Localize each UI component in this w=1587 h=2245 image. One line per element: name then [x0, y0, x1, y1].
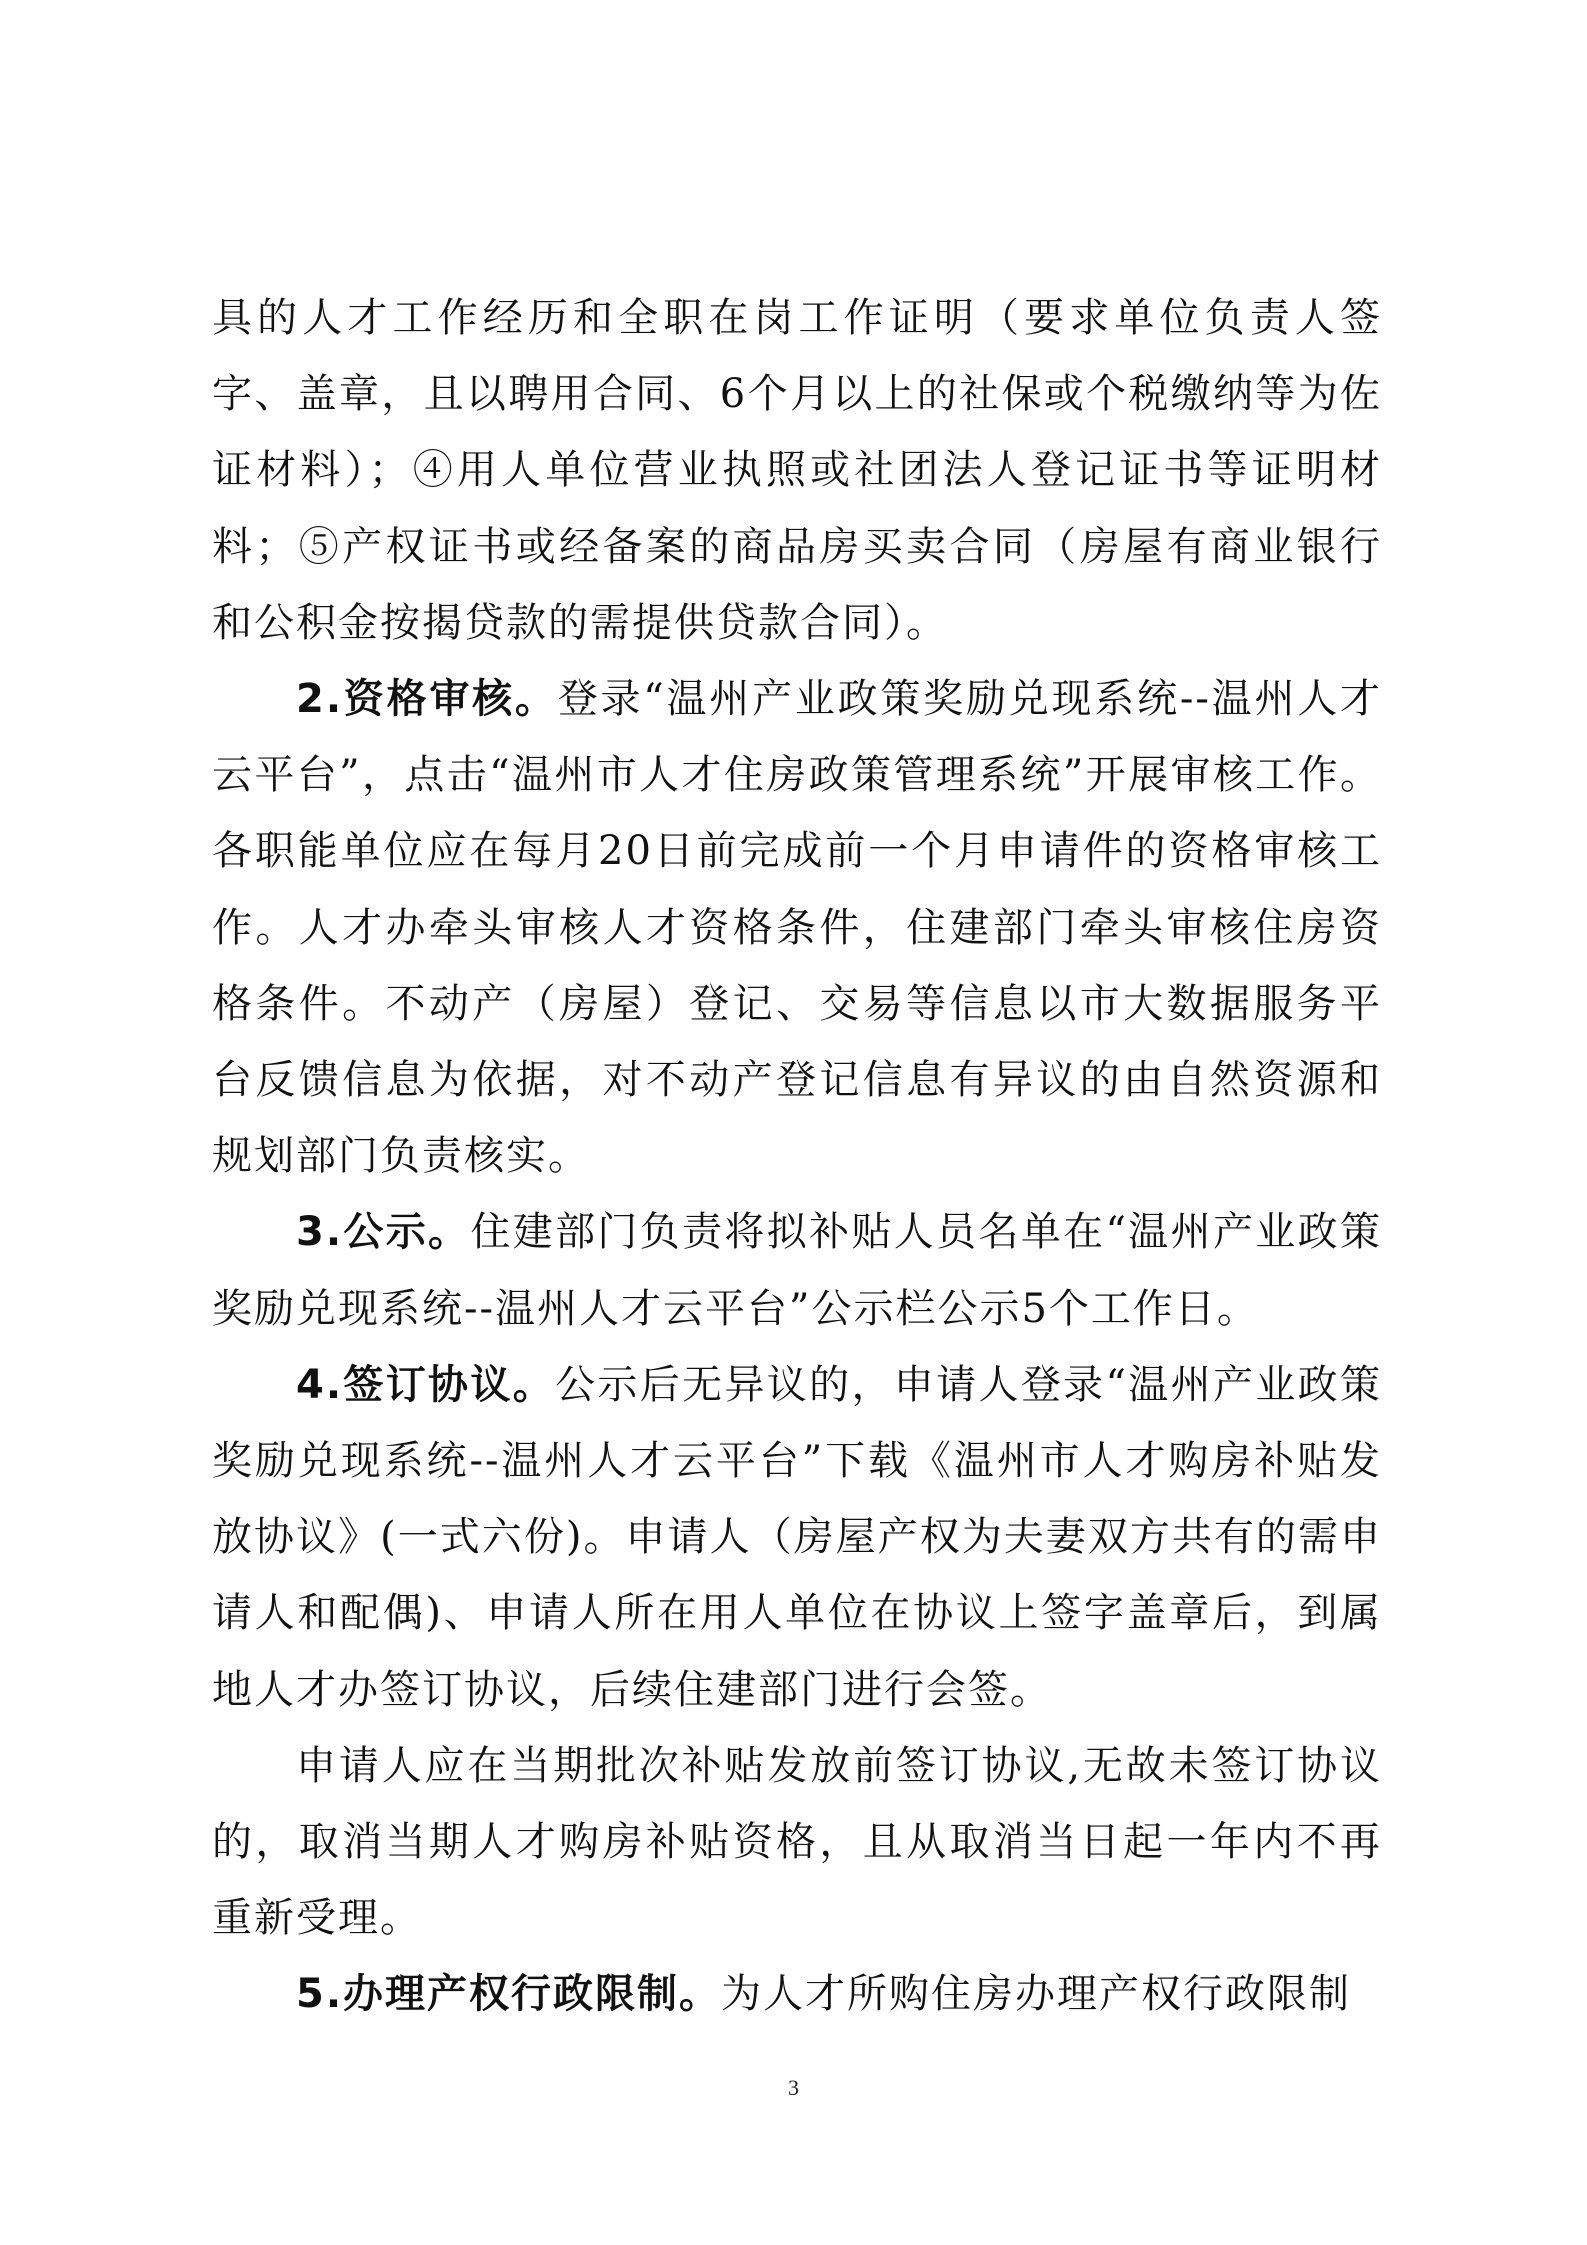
- paragraph-text: 登录“温州产业政策奖励兑现系统--温州人才云平台”，点击“温州市人才住房政策管理系统”开展审核工作。各职能单位应在每月20日前完成前一个月申请件的资格审核工作。人才办牵头审核人才资格条件，住建部门牵头审核住房资格条件。不动产（房屋）登记、交易等信息以市大数据服务平台反馈信息为依据，对不动产登记信息有异议的由自然资源和规划部门负责核实。: [212, 676, 1383, 1180]
- paragraph-text: 住建部门负责将拟补贴人员名单在“温州产业政策奖励兑现系统--温州人才云平台”公示栏公示5个工作日。: [212, 1209, 1382, 1332]
- paragraph-property-restriction: [212, 1956, 1382, 2032]
- page-number: 3: [788, 2075, 799, 2100]
- paragraph-text: 具的人才工作经历和全职在岗工作证明（要求单位负责人签字、盖章，且以聘用合同、6个月以上的社保或个税缴纳等为佐证材料）；④用人单位营业执照或社团法人登记证书等证明材料；⑤产权证书或经备案的商品房买卖合同（房屋有商业银行和公积金按揭贷款的需提供贷款合同）。: [212, 295, 1382, 646]
- paragraph-agreement-deadline: [212, 1728, 1382, 1957]
- paragraph-heading: 4.签订协议。: [296, 1361, 556, 1408]
- document-body: [212, 280, 1382, 2033]
- paragraph-qualification-review: [212, 661, 1382, 1194]
- paragraph-sign-agreement: [212, 1347, 1382, 1728]
- paragraph-publicity: [212, 1194, 1382, 1346]
- paragraph-materials-continued: [212, 280, 1382, 661]
- paragraph-heading: 5.办理产权行政限制。: [296, 1971, 722, 2018]
- paragraph-heading: 3.公示。: [296, 1209, 471, 1256]
- paragraph-text: 申请人应在当期批次补贴发放前签订协议,无故未签订协议的，取消当期人才购房补贴资格，且从取消当日起一年内不再重新受理。: [212, 1742, 1382, 1942]
- paragraph-text: 为人才所购住房办理产权行政限制: [721, 1971, 1352, 2018]
- paragraph-heading: 2.资格审核。: [296, 676, 558, 723]
- paragraph-text: 公示后无异议的，申请人登录“温州产业政策奖励兑现系统--温州人才云平台”下载《温州市人才购房补贴发放协议》(一式六份)。申请人（房屋产权为夫妻双方共有的需申请人和配偶)、申请人所在用人单位在协议上签字盖章后，到属地人才办签订协议，后续住建部门进行会签。: [212, 1361, 1382, 1713]
